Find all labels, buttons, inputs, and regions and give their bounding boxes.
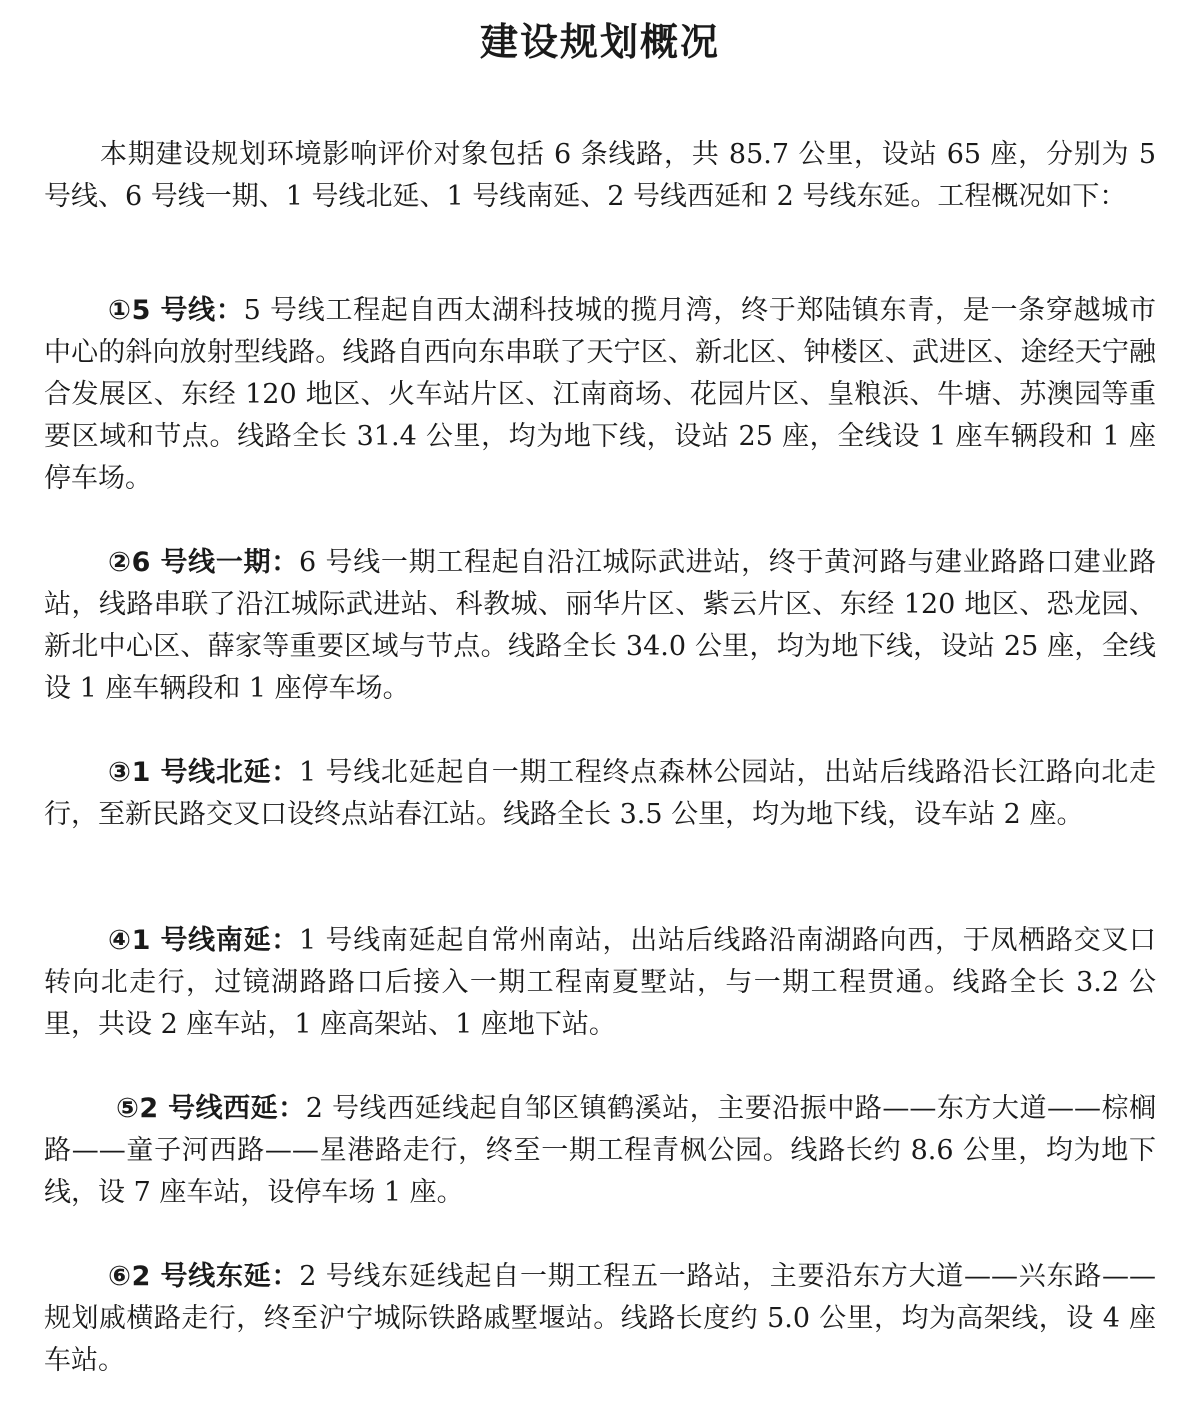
section-text: 2 号线西延线起自邹区镇鹤溪站，主要沿振中路——东方大道——棕榈路——童子河西路——星港路走行，终至一期工程青枫公园。线路长约 8.6 公里，均为地下线，设 7 座车站，设停车场 1 座。 xyxy=(44,1093,1156,1208)
section-label: ①5 号线： xyxy=(108,295,244,326)
section-text: 1 号线北延起自一期工程终点森林公园站，出站后线路沿长江路向北走行，至新民路交叉口设终点站春江站。线路全长 3.5 公里，均为地下线，设车站 2 座。 xyxy=(44,757,1157,830)
section-label: ③1 号线北延： xyxy=(108,757,300,788)
section-label: ④1 号线南延： xyxy=(108,925,300,956)
section-line-2-east-extension xyxy=(44,1256,1156,1382)
section-line-2-west-extension xyxy=(44,1088,1156,1214)
section-text: 1 号线南延起自常州南站，出站后线路沿南湖路向西，于凤栖路交叉口转向北走行，过镜湖路路口后接入一期工程南夏墅站，与一期工程贯通。线路全长 3.2 公里，共设 2 座车站，1 座高架站、1 座地下站。 xyxy=(44,925,1157,1040)
section-line-6-phase-1 xyxy=(44,542,1156,710)
page-title: 建设规划概况 xyxy=(479,20,720,64)
intro-paragraph: 本期建设规划环境影响评价对象包括 6 条线路，共 85.7 公里，设站 65 座，分别为 5 号线、6 号线一期、1 号线北延、1 号线南延、2 号线西延和 2 号线东延。工程概况如下： xyxy=(44,139,1156,212)
section-label: ⑥2 号线东延： xyxy=(108,1261,300,1292)
section-line-1-south-extension xyxy=(44,920,1156,1046)
section-text: 2 号线东延线起自一期工程五一路站，主要沿东方大道——兴东路——规划戚横路走行，终至沪宁城际铁路戚墅堰站。线路长度约 5.0 公里，均为高架线，设 4 座车站。 xyxy=(44,1261,1157,1376)
section-label: ⑤2 号线西延： xyxy=(116,1093,306,1124)
section-label: ②6 号线一期： xyxy=(108,547,300,578)
document-page xyxy=(44,0,1157,1376)
section-text: 5 号线工程起自西太湖科技城的揽月湾，终于郑陆镇东青，是一条穿越城市中心的斜向放射型线路。线路自西向东串联了天宁区、新北区、钟楼区、武进区、途经天宁融合发展区、东经 120 地区、火车站片区、江南商场、花园片区、皇粮浜、牛塘、苏澳园等重要区域和节点。线路全长 31.4 公里，均为地下线，设站 25 座，全线设 1 座车辆段和 1 座停车场。 xyxy=(44,295,1157,494)
section-text: 6 号线一期工程起自沿江城际武进站，终于黄河路与建业路路口建业路站，线路串联了沿江城际武进站、科教城、丽华片区、紫云片区、东经 120 地区、恐龙园、新北中心区、薛家等重要区域与节点。线路全长 34.0 公里，均为地下线，设站 25 座，全线设 1 座车辆段和 1 座停车场。 xyxy=(44,547,1157,704)
section-line-5 xyxy=(44,290,1156,500)
section-line-1-north-extension xyxy=(44,752,1156,836)
